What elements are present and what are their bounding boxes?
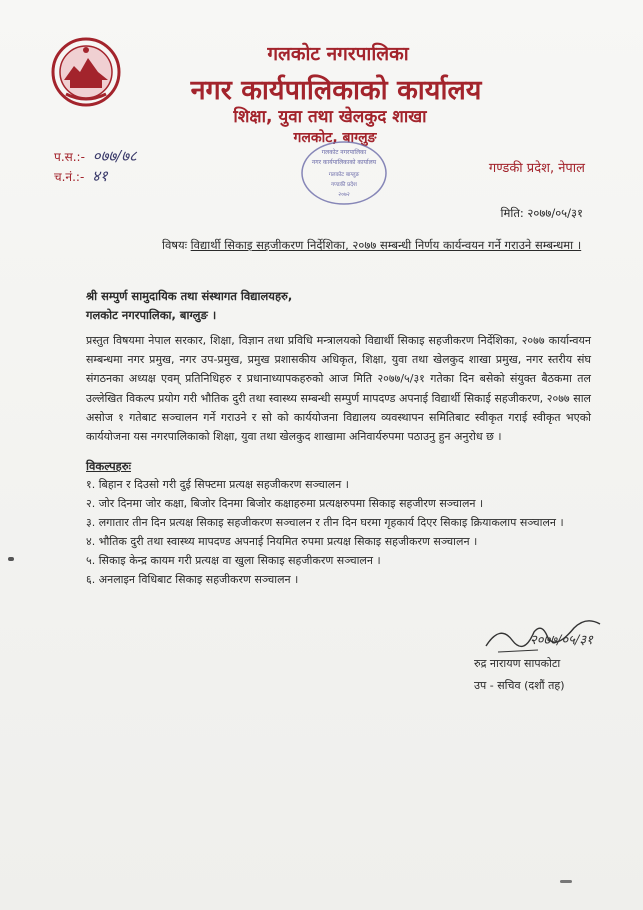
cn-label: च.नं.:- (54, 170, 85, 184)
stamp-line-4: गण्डकी प्रदेश (331, 182, 357, 188)
dispatch-number (54, 166, 108, 186)
signature-date: २०७७/०५/३१ (530, 633, 593, 648)
recipient (86, 287, 292, 325)
subject-label: विषयः (162, 238, 188, 252)
subject-text: विद्यार्थी सिकाइ सहजीकरण निर्देशिका, २०७७ सम्बन्धी निर्णय कार्यन्वयन गर्ने गराउने सम्बन्धमा । (190, 238, 582, 252)
nepal-government-emblem (50, 36, 122, 108)
subject (162, 235, 602, 255)
section-name: शिक्षा, युवा तथा खेलकुद शाखा (233, 107, 427, 127)
signer-title: उप - सचिव (दशौं तह) (474, 679, 565, 692)
options-heading: विकल्पहरुः (86, 459, 131, 473)
recipient-line-2: गलकोट नगरपालिका, बाग्लुङ । (86, 308, 217, 322)
reference-number (54, 146, 137, 166)
ps-label: प.स.:- (54, 150, 85, 164)
letter-date: मिति: २०७७/०५/३१ (500, 206, 583, 220)
option-item: ४. भौतिक दुरी तथा स्वास्थ्य मापदण्ड अपनाई नियमित रुपमा प्रत्यक्ष सिकाइ सहजीकरण सञ्चालन । (86, 535, 478, 548)
stamp-line-1: गलकोट नगरपालिका (321, 149, 367, 156)
signer-name: रुद्र नारायण सापकोटा (474, 657, 561, 670)
province: गण्डकी प्रदेश, नेपाल (488, 161, 585, 176)
stamp-line-5: २०७२ (338, 192, 350, 198)
scan-speck (8, 557, 14, 561)
option-item: १. बिहान र दिउसो गरी दुई सिफ्टमा प्रत्यक्ष सहजीकरण सञ्चालन । (86, 478, 349, 491)
letter-body: प्रस्तुत विषयमा नेपाल सरकार, शिक्षा, विज्ञान तथा प्रविधि मन्त्रालयको विद्यार्थी सिकाइ सहजीकरण निर्देशिका, २०७७ कार्यान्वयन सम्बन्धमा नगर प्रमुख, नगर उप-प्रमुख, प्रमुख प्रशासकीय अधिकृत, शिक्षा, युवा तथा खेलकुद शाखा प्रमुख, नगर स्तरीय संघ संगठनका अध्यक्ष एवम् प्रतिनिधिहरु र प्रधानाध्यापकहरुको आज मिति २०७७/५/३१ गतेका दिन बसेको संयुक्त बैठकमा तल उल्लेखित विकल्प प्रयोग गरी भौतिक दुरी तथा स्वास्थ्य सम्बन्धी सम्पुर्ण मापदण्ड अपनाई विद्यार्थी सिकाई सहजीकरण, २०७७ साल असोज १ गतेबाट सञ्चालन गर्ने गराउने र सो को कार्ययोजना विद्यालय व्यवस्थापन समितिबाट स्वीकृत गराई स्वीकृत भएको कार्ययोजना यस नगरपालिकाको शिक्षा, युवा तथा खेलकुद शाखामा अनिवार्यरुपमा पठाउनु हुन अनुरोध छ । (86, 334, 591, 444)
stamp-line-3: गलकोट बाग्लुङ (328, 172, 360, 178)
handwritten-signature (478, 610, 608, 660)
location: गलकोट, बाग्लुङ (293, 130, 377, 146)
municipality-name: गलकोट नगरपालिका (267, 43, 409, 65)
office-stamp (300, 140, 388, 206)
option-item: २. जोर दिनमा जोर कक्षा, बिजोर दिनमा बिजोर कक्षाहरुमा प्रत्यक्षरुपमा सिकाइ सहजीरण सञ्चालन । (86, 497, 484, 510)
option-item: ६. अनलाइन विधिबाट सिकाइ सहजीकरण सञ्चालन । (86, 573, 299, 586)
option-item: ५. सिकाइ केन्द्र कायम गरी प्रत्यक्ष वा खुला सिकाइ सहजीकरण सञ्चालन । (86, 554, 381, 567)
options-list (86, 475, 586, 589)
recipient-line-1: श्री सम्पुर्ण सामुदायिक तथा संस्थागत विद्यालयहरु, (86, 289, 293, 303)
option-item: ३. लगातार तीन दिन प्रत्यक्ष सिकाइ सहजीकरण सञ्चालन र तीन दिन घरमा गृहकार्य दिएर सिकाइ क्रियाकलाप सञ्चालन । (86, 516, 564, 529)
scan-speck (560, 880, 572, 883)
office-name: नगर कार्यपालिकाको कार्यालय (190, 75, 482, 106)
stamp-line-2: नगर कार्यपालिकाको कार्यालय (311, 159, 377, 166)
cn-value: ४१ (92, 167, 108, 185)
ps-value: ०७७/७८ (92, 147, 137, 165)
